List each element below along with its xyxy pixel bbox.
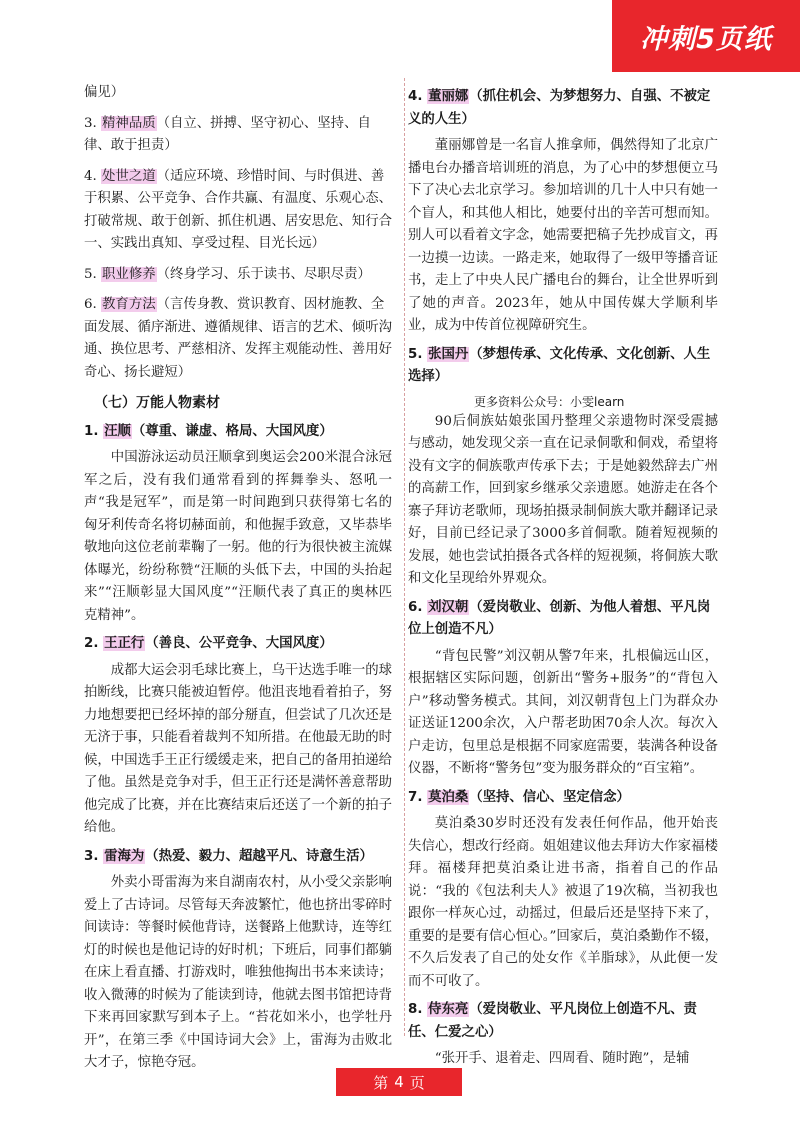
list-item: 4. 处世之道（适应环境、珍惜时间、与时俱进、善于积累、公平竞争、合作共赢、有温度、乐观心态、打破常规、敢于创新、抓住机遇、居安思危、知行合一、实践出真知、享受过程、目光长远） <box>84 168 392 251</box>
list-item: 5. 职业修养（终身学习、乐于读书、尽职尽责） <box>84 266 371 282</box>
section-title: （七）万能人物素材 <box>94 395 220 411</box>
fragment-text: 偏见） <box>84 85 125 100</box>
promo-line: 更多资料公众号：小雯learn <box>474 394 625 409</box>
header-banner: 冲刺5页纸 <box>612 0 800 72</box>
person-name: 刘汉朝 <box>428 599 469 615</box>
person-name: 汪顺 <box>104 423 131 439</box>
person-story: 董丽娜曾是一名盲人推拿师，偶然得知了北京广播电台办播音培训班的消息，为了心中的梦想便立马下了决心去北京学习。参加培训的几十人中只有她一个盲人，和其他人相比，她要付出的辛苦可想而知。别人可以看着文字念，她需要把稿子先抄成盲文，再一边摸一边读。一路走来，她取得了一级甲等播音证书，走上了中央人民广播电台的舞台，让全世界听到了她的声音。2023年，她从中国传媒大学顺利毕业，成为中传首位视障研究生。 <box>408 138 718 333</box>
person-heading: 2. 王正行（善良、公平竞争、大国风度） <box>84 636 333 651</box>
highlight-term: 职业修养 <box>102 266 156 282</box>
person-heading: 7. 莫泊桑（坚持、信心、坚定信念） <box>408 789 630 805</box>
person-story: 90后侗族姑娘张国丹整理父亲遗物时深受震撼与感动，她发现父亲一直在记录侗歌和侗戏，希望将没有文字的侗族歌声传承下去；于是她毅然辞去广州的高薪工作，回到家乡继承父亲遗愿。她游走在各个寨子拜访老歌师，现场拍摄录制侗族大歌并翻译记录好，目前已经记录了3000多首侗歌。随着短视频的发展，她也尝试拍摄各式各样的短视频，将侗族大歌和文化呈现给外界观众。 <box>408 413 718 586</box>
person-heading: 6. 刘汉朝（爱岗敬业、创新、为他人着想、平凡岗位上创造不凡） <box>408 599 711 637</box>
list-item: 3. 精神品质（自立、拼搏、坚守初心、坚持、自律、敢于担责） <box>84 115 371 153</box>
person-story: “背包民警”刘汉朝从警7年来，扎根偏远山区，根据辖区实际问题，创新出“警务+服务”的“背包入户”移动警务模式。其间，刘汉朝背包上门为群众办证送证1200余次，入户帮老助困70余人次。每次入户走访，包里总是根据不同家庭需要，装满各种设备仪器，不断将“警务包”变为服务群众的“百宝箱”。 <box>408 648 718 776</box>
highlight-term: 精神品质 <box>102 115 156 131</box>
person-name: 侍东亮 <box>428 1002 469 1017</box>
left-column <box>84 82 392 1081</box>
person-name: 莫泊桑 <box>428 789 469 805</box>
column-divider <box>404 78 405 1036</box>
person-story: “张开手、退着走、四周看、随时跑”，是辅 <box>434 1051 690 1066</box>
person-heading: 5. 张国丹（梦想传承、文化传承、文化创新、人生选择） <box>408 346 711 384</box>
page-number: 第 4 页 <box>336 1068 462 1096</box>
person-story: 中国游泳运动员汪顺拿到奥运会200米混合泳冠军之后，没有我们通常看到的挥舞拳头、怒吼一声“我是冠军”，而是第一时间跑到只获得第七名的匈牙利传奇名将切赫面前，和他握手致意，又毕恭毕敬地向这位老前辈鞠了一躬。他的行为很快被主流媒体曝光，纷纷称赞“汪顺的头低下去，中国的头抬起来”“汪顺彰显大国风度”“汪顺代表了真正的奥林匹克精神”。 <box>84 450 392 623</box>
person-story: 莫泊桑30岁时还没有发表任何作品，他开始丧失信心，想改行经商。姐姐建议他去拜访大作家福楼拜。福楼拜把莫泊桑让进书斋，指着自己的作品说：“我的《包法利夫人》被退了19次稿，当初我也跟你一样灰心过，动摇过，但最后还是坚持下来了，重要的是要有信心恒心。”回家后，莫泊桑勤作不辍，不久后发表了自己的处女作《羊脂球》，从此便一发而不可收了。 <box>408 816 718 989</box>
person-name: 雷海为 <box>104 848 145 864</box>
person-heading: 4. 董丽娜（抓住机会、为梦想努力、自强、不被定义的人生） <box>408 89 711 127</box>
person-name: 董丽娜 <box>428 89 469 104</box>
person-name: 张国丹 <box>428 346 469 362</box>
right-column <box>408 82 718 1077</box>
list-item: 6. 教育方法（言传身教、赏识教育、因材施教、全面发展、循序渐进、遵循规律、语言的艺术、倾听沟通、换位思考、严慈相济、发挥主观能动性、善用好奇心、扬长避短） <box>84 297 392 380</box>
person-heading: 8. 侍东亮（爱岗敬业、平凡岗位上创造不凡、责任、仁爱之心） <box>408 1002 697 1040</box>
person-heading: 3. 雷海为（热爱、毅力、超越平凡、诗意生活） <box>84 848 373 864</box>
person-heading: 1. 汪顺（尊重、谦虚、格局、大国风度） <box>84 423 333 439</box>
highlight-term: 教育方法 <box>102 297 156 312</box>
person-story: 成都大运会羽毛球比赛上，乌干达选手唯一的球拍断线，比赛只能被迫暂停。他沮丧地看着拍子，努力地想要把已经坏掉的部分掰直，但尝试了几次还是无济于事，只能看着裁判不知所措。在他最无助的时候，中国选手王正行缓缓走来，把自己的备用拍递给了他。虽然是竞争对手，但王正行还是满怀善意帮助他完成了比赛，并在比赛结束后还送了一个新的拍子给他。 <box>84 662 392 835</box>
person-story: 外卖小哥雷海为来自湖南农村，从小受父亲影响爱上了古诗词。尽管每天奔波繁忙，他也挤出零碎时间读诗：等餐时候他背诗，送餐路上他默诗，连等红灯的时候也是他记诗的好时机；下班后，同事们都躺在床上看直播、打游戏时，唯独他掏出书本来读诗；收入微薄的时候为了能读到诗，他就去图书馆把诗背下来再回家默写到本子上。“苔花如米小，也学牡丹开”，在第三季《中国诗词大会》上，雷海为击败北大才子，惊艳夺冠。 <box>84 875 392 1070</box>
person-name: 王正行 <box>104 636 145 651</box>
highlight-term: 处世之道 <box>102 168 156 184</box>
